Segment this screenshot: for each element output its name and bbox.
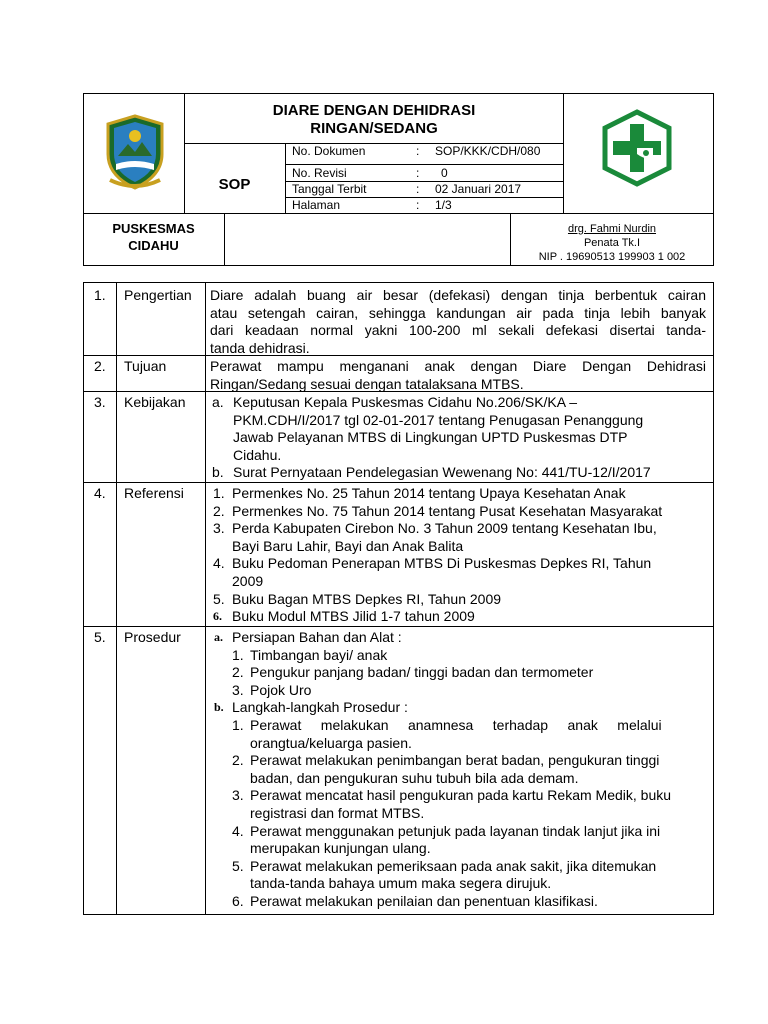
sop-label: SOP (218, 176, 251, 193)
row-number: 2. (94, 358, 106, 374)
list-item: 2. Pengukur panjang badan/ tinggi badan dan termometer (232, 664, 594, 681)
procedure-section-b: b. Langkah-langkah Prosedur : 1. Perawat melakukan anamnesa terhadap anak melalui orangtua/keluarga pasien. 2. Perawat melakukan penimbangan berat badan, pengukuran tinggi badan, dan pengukuran suhu tubuh bila ada demam. 3. Perawat mencatat hasil pengukuran pada kartu Rekam Medik, buku registrasi dan format MTBS. 4. Perawat menggunakan petunjuk pada layanan tindak lanjut jika ini merupakan kunjungan ulang. 5. Perawat melakukan pemeriksaan pada anak sakit, jika ditemukan tanda-tanda bahaya umum maka segera dirujuk. 6. Perawat melakukan penilaian dan penentuan klasifikasi. (214, 699, 706, 910)
row-number: 5. (94, 629, 106, 645)
list-item: 3. Perawat mencatat hasil pengukuran pada kartu Rekam Medik, buku registrasi dan format MTBS. (232, 787, 672, 821)
signer-name: drg. Fahmi Nurdin (567, 223, 657, 235)
list-item: 6. Perawat melakukan penilaian dan penentuan klasifikasi. (232, 892, 598, 909)
list-item: 3. Pojok Uro (232, 681, 312, 698)
list-item: 2. Perawat melakukan penimbangan berat badan, pengukuran tinggi badan, dan pengukuran suhu tubuh bila ada demam. (232, 752, 660, 786)
row-content-pengertian: Diare adalah buang air besar (defekasi) dengan tinja berbentuk cairan atau setengah cairan, sehingga kandungan air pada tinja lebih banyak dari keadaan normal yakni 100-200 ml sekali defekasi disertai tanda- tanda dehidrasi. (210, 287, 706, 356)
list-item: 4. Perawat menggunakan petunjuk pada layanan tindak lanjut jika ini merupakan kunjungan ulang. (232, 822, 661, 857)
list-item: b. Surat Pernyataan Pendelegasian Wewenang No: 441/TU-12/I/2017 (212, 464, 651, 481)
list-item: 1. Timbangan bayi/ anak (232, 646, 388, 663)
puskesmas-cross-logo (601, 108, 673, 188)
row-content-prosedur (214, 629, 706, 911)
list-item: 3. Perda Kabupaten Cirebon No. 3 Tahun 2009 tentang Kesehatan Ibu, Bayi Baru Lahir, Bayi dan Anak Balita (213, 520, 657, 554)
list-item: 2. Permenkes No. 75 Tahun 2014 tentang Pusat Kesehatan Masyarakat (213, 502, 663, 519)
organization-name: PUSKESMAS CIDAHU (112, 221, 195, 253)
row-label: Tujuan (124, 358, 167, 374)
list-item: 5. Perawat melakukan pemeriksaan pada anak sakit, jika ditemukan tanda-tanda bahaya umum maka segera dirujuk. (232, 857, 657, 892)
procedure-section-a: a. Persiapan Bahan dan Alat : 1. Timbangan bayi/ anak 2. Pengukur panjang badan/ tinggi badan dan termometer 3. Pojok Uro (214, 629, 706, 699)
row-label: Kebijakan (124, 394, 186, 410)
row-content-kebijakan (212, 394, 706, 482)
row-number: 1. (94, 287, 106, 303)
row-label: Prosedur (124, 629, 181, 645)
row-number: 3. (94, 394, 106, 410)
list-item: 1. Perawat melakukan anamnesa terhadap anak melalui orangtua/keluarga pasien. (232, 716, 662, 751)
row-content-referensi (213, 485, 706, 626)
list-item: 5. Buku Bagan MTBS Depkes RI, Tahun 2009 (213, 590, 502, 607)
list-item: 4. Buku Pedoman Penerapan MTBS Di Puskesmas Depkes RI, Tahun 2009 (213, 555, 652, 589)
list-item: 6. Buku Modul MTBS Jilid 1-7 tahun 2009 (213, 608, 475, 625)
list-item: a. Keputusan Kepala Puskesmas Cidahu No.206/SK/KA – PKM.CDH/I/2017 tgl 02-01-2017 tentang Penugasan Penanggung Jawab Pelayanan MTBS di Lingkungan UPTD Puskesmas DTP Cidahu. (212, 394, 644, 463)
regency-emblem-logo (104, 114, 166, 190)
signer-rank: Penata Tk.I (583, 237, 641, 249)
row-number: 4. (94, 485, 106, 501)
list-item: 1. Permenkes No. 25 Tahun 2014 tentang Upaya Kesehatan Anak (213, 485, 626, 501)
signer-block (510, 222, 714, 264)
row-label: Pengertian (124, 287, 192, 303)
signer-nip: NIP . 19690513 199903 1 002 (538, 251, 686, 263)
document-title: DIARE DENGAN DEHIDRASI RINGAN/SEDANG (272, 102, 476, 137)
row-label: Referensi (124, 485, 184, 501)
row-content-tujuan: Perawat mampu menganani anak dengan Diare Dengan Dehidrasi Ringan/Sedang sesuai dengan tatalaksana MTBS. (210, 358, 706, 392)
